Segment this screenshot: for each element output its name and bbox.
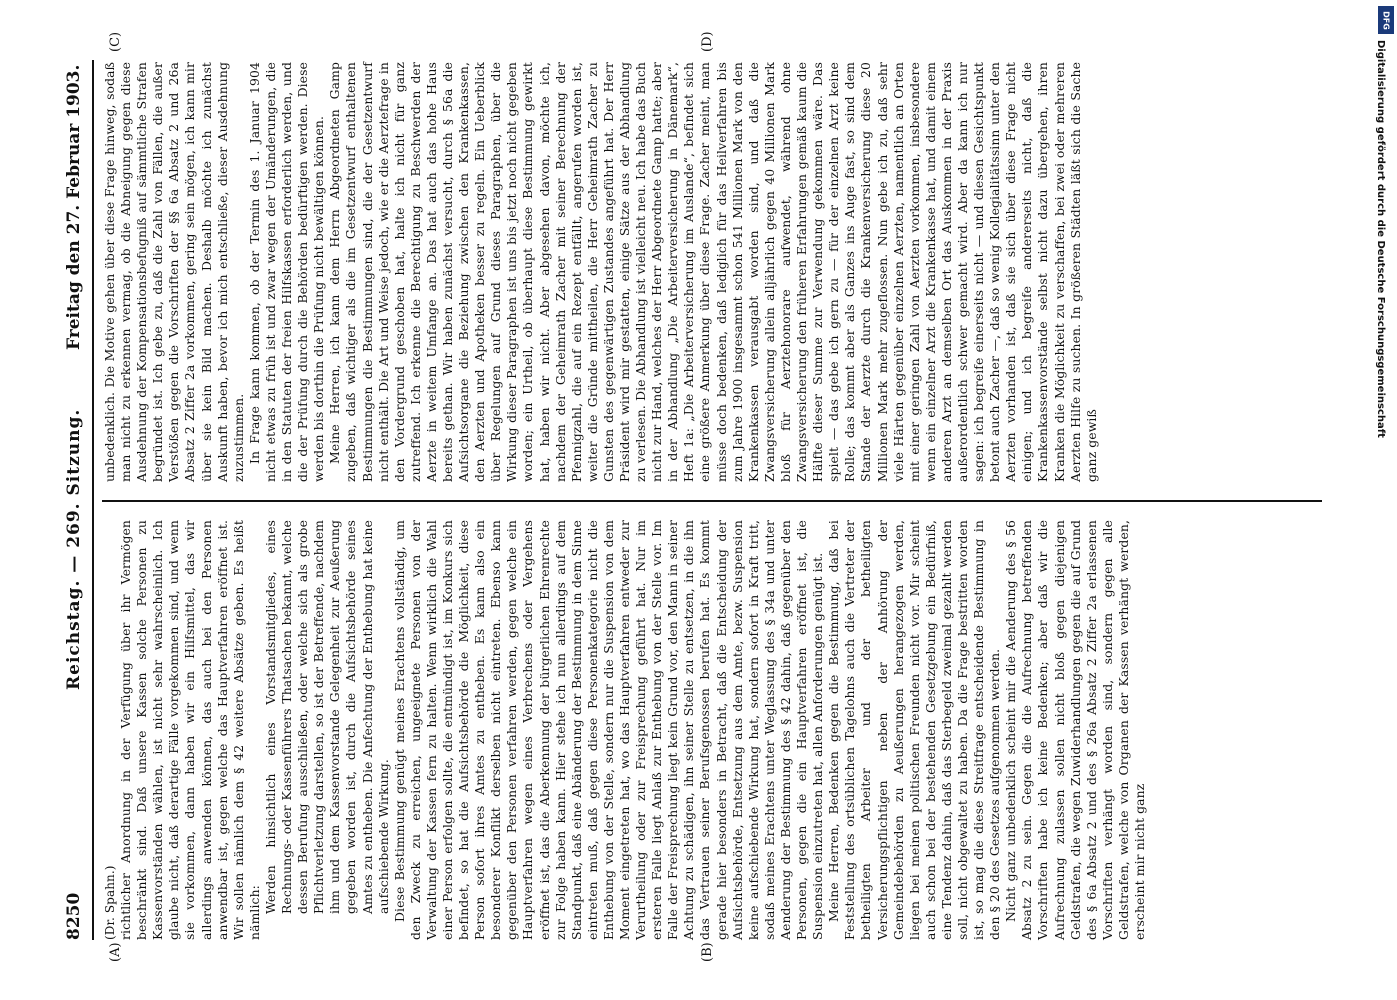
page-header xyxy=(60,60,94,940)
digitization-credit: Digitalisierung gefördert durch die Deutsche Forschungsgemeinschaft xyxy=(1375,40,1386,438)
paragraph: Diese Bestimmung genügt meines Erachtens vollständig, um den Zweck zu erreichen, ungeeignete Personen von der Verwaltung der Kassen fern zu halten. Wenn wirklich die Wahl einer Person erfolgen sollte, die entmündigt ist, im Konkurs sich befindet, so hat die Aufsichtsbehörde die Möglichkeit, diese Person sofort ihres Amtes zu entheben. Es kann also ein besonderer Konflikt derselben nicht eintreten. Ebenso kann gegenüber den Personen verfahren werden, gegen welche ein Hauptverfahren wegen eines Verbrechens oder Vergehens eröffnet ist, das die Aberkennung der bürgerlichen Ehrenrechte zur Folge haben kann. Hier stehe ich nun allerdings auf dem Standpunkt, daß eine Abänderung der Bestimmung in dem Sinne eintreten muß, daß gegen diese Personenkategorie nicht die Enthebung von der Stelle, sondern nur die Suspension von dem Moment eingetreten hat, wo das Hauptverfahren entweder zur Verurtheilung oder zur Freisprechung geführt hat. Nur im ersteren Falle liegt Anlaß zur Enthebung von der Stelle vor. Im Falle der Freisprechung liegt kein Grund vor, den Mann in seiner Achtung zu schädigen, ihn seiner Stelle zu entsetzen, in die ihn das Vertrauen seiner Berufsgenossen berufen hat. Es kommt gerade hier besonders in Betracht, daß die Entscheidung der Aufsichtsbehörde, Entsetzung aus dem Amte, bezw. Suspension keine aufschiebende Wirkung hat, sondern sofort in Kraft tritt, sodaß meines Erachtens unter Weglassung des § 34a und unter Aenderung der Bestimmung des § 42 dahin, daß gegenüber den Personen, gegen die ein Hauptverfahren eröffnet ist, die Suspension einzutreten hat, allen Anforderungen genügt ist. xyxy=(391,520,826,940)
right-column xyxy=(102,62,1100,482)
page-number: 8250 xyxy=(64,892,84,940)
paragraph: Meine Herren, ich kann dem Herrn Abgeordneten Gamp zugeben, daß wichtiger als die im Gesetzentwurf enthaltenen Bestimmungen die Bestimmungen sind, die der Gesetzentwurf nicht enthält. Die Art und Weise jedoch, wie er die Aerztefrage in den Vordergrund geschoben hat, halte ich nicht für ganz zutreffend. Ich erkenne die Berechtigung zu Beschwerden der Aerzte in weitem Umfange an. Das hat auch das hohe Haus bereits gethan. Wir haben zunächst versucht, durch § 56a die Aufsichtsorgane die Beziehung zwischen den Krankenkassen, den Aerzten und Apotheken besser zu regeln. Ein Ueberblick über Regelungen auf Grund dieses Paragraphen, über die Wirkung dieser Paragraphen ist uns bis jetzt noch nicht gegeben worden; ein Urtheil, ob überhaupt diese Bestimmung gewirkt hat, haben wir nicht. Aber abgesehen davon, möchte ich, nachdem der Geheimrath Zacher mit seiner Berechnung der Pfennigzahl, die auf ein Rezept entfällt, angerufen worden ist, weiter die Gründe mittheilen, die Herr Geheimrath Zacher zu Gunsten des gegenwärtigen Zustandes angeführt hat. Der Herr Präsident wird mir gestatten, einige Sätze aus der Abhandlung zu verlesen. Die Abhandlung ist vielleicht neu. Ich habe das Buch nicht zur Hand, welches der Herr Abgeordnete Gamp hatte; aber in der Abhandlung „Die Arbeiterversicherung in Dänemark“, Heft 1a: „Die Arbeiterversicherung im Auslande“, befindet sich eine größere Anmerkung über diese Frage. Zacher meint, man müsse doch bedenken, daß lediglich für das Heilverfahren bis zum Jahre 1900 insgesammt schon 541 Millionen Mark von den Krankenkassen verausgabt worden sind, und daß die Zwangsversicherung allein alljährlich gegen 40 Millionen Mark bloß für Aerztehonorare aufwendet, während ohne Zwangsversicherung den früheren Erfahrungen gemäß kaum die Hälfte dieser Summe zur Verwendung gekommen wäre. Das spielt — das gebe ich gern zu — für der einzelnen Arzt keine Rolle; das kommt aber als Ganzes ins Auge fast, so sind dem Stande der Aerzte durch die Krankenversicherung diese 20 Millionen Mark mehr zugeflossen. Nun gebe ich zu, daß sehr viele Härten gegenüber einzelnen Aerzten, namentlich an Orten mit einer geringen Zahl von Aerzten vorkommen, insbesondere wenn ein einzelner Arzt die Krankenkasse hat, und damit einem anderen Arzt an demselben Ort das Auskommen in der Praxis außerordentlich schwer gemacht wird. Aber da kann ich nur sagen: ich begreife einerseits nicht — und diesen Gesichtspunkt betont auch Zacher —, daß so wenig Kollegialitätssinn unter den Aerzten vorhanden ist, daß sie sich über diese Frage nicht einigen; und ich begreife andererseits nicht, daß die Krankenkassenvorstände selbst nicht dazu übergehen, ihren Kranken die Möglichkeit zu verschaffen, bei zwei oder mehreren Aerzten Hilfe zu suchen. In größeren Städten läßt sich die Sache ganz gewiß xyxy=(327,62,1099,482)
speaker-label: (Dr. Spahn.) xyxy=(103,865,117,940)
session-title: Reichstag. — 269. Sitzung. xyxy=(64,408,84,690)
margin-mark-b: (B) xyxy=(700,942,715,962)
paragraph: richtlicher Anordnung in der Verfügung über ihr Vermögen beschränkt sind. Daß unsere Kassen solche Personen zu Kassenvorständen wählen, ist nicht sehr wahrscheinlich. Ich glaube nicht, daß derartige Fälle vorgekommen sind, und wenn sie vorkommen, dann haben wir ein Hilfsmittel, das wir allerdings anwenden können, das auch bei den Personen anwendbar ist, gegen welche das Hauptverfahren eröffnet ist. Wir sollen nämlich dem § 42 weitere Absätze geben. Es heißt nämlich: xyxy=(118,520,262,940)
header-rule xyxy=(92,60,94,940)
left-column xyxy=(102,520,1148,940)
column-divider xyxy=(102,500,1322,502)
paragraph: Meine Herren, Bedenken gegen die Bestimmung, daß bei Feststellung des ortsüblichen Tagelohns auch die Vertreter der betheiligten Arbeiter und der betheiligten Versicherungspflichtigen neben der Anhörung der Gemeindebehörden zu Aeußerungen herangezogen werden, liegen bei meinen politischen Freunden nicht vor. Mir scheint auch schon bei der bestehenden Gesetzgebung ein Bedürfniß, eine Tendenz dahin, daß das Sterbegeld zweimal gezahlt werden soll, nicht obgewaltet zu haben. Da die Frage bestritten worden ist, so mag die diese Streitfrage entscheidende Bestimmung in den § 20 des Gesetzes aufgenommen werden. xyxy=(826,520,1003,940)
margin-mark-c: (C) xyxy=(108,31,123,52)
dfg-logo xyxy=(1378,6,1394,34)
margin-mark-d: (D) xyxy=(700,31,715,52)
quoted-paragraph: Werden hinsichtlich eines Vorstandsmitgliedes, eines Rechnungs- oder Kassenführers Thatsachen bekannt, welche dessen Berufung ausschließen, oder welche sich als grobe Pflichtverletzung darstellen, so ist der Betreffende, nachdem ihm und dem Kassenvorstande Gelegenheit zur Aeußerung gegeben worden ist, durch die Aufsichtsbehörde seines Amtes zu entheben. Die Anfechtung der Enthebung hat keine aufschiebende Wirkung. xyxy=(262,520,391,914)
session-date: Freitag den 27. Februar 1903. xyxy=(64,64,84,350)
paragraph: Nicht ganz unbedenklich scheint mir die Aenderung des § 56 Absatz 2 zu sein. Gegen die die Aufrechnung betreffenden Vorschriften habe ich keine Bedenken; aber daß wir die Aufrechnung zulassen sollen nicht bloß gegen diejenigen Geldstrafen, die wegen Zuwiderhandlungen gegen die auf Grund des § 6a Absatz 2 und des § 26a Absatz 2 Ziffer 2a erlassenen Vorschriften verhängt worden sind, sondern gegen alle Geldstrafen, welche von Organen der Kassen verhängt werden, erscheint mir nicht ganz xyxy=(1003,520,1147,940)
paragraph: In Frage kann kommen, ob der Termin des 1. Januar 1904 nicht etwas zu früh ist und zwar wegen der Umänderungen, die in den Statuten der freien Hilfskassen erforderlich werden, und die der Prüfung durch die Behörden bedürftigen werden. Diese werden bis dorthin die Prüfung nicht bewältigen können. xyxy=(246,62,327,482)
dfg-logo-text: DFG xyxy=(1381,11,1391,30)
margin-mark-a: (A) xyxy=(108,942,123,962)
document-page xyxy=(60,31,1360,962)
paragraph: unbedenklich. Die Motive gehen über diese Frage hinweg, sodaß man nicht zu erkennen vermag, ob die Abneigung gegen diese Ausdehnung der Kompensationsbefugniß auf sämmtliche Strafen begründet ist. Ich gebe zu, daß die Zahl von Fällen, die außer Verstößen gegen die Vorschriften der §§ 6a Absatz 2 und 26a Absatz 2 Ziffer 2a vorkommen, gering sein mögen, ich kann mir über sie kein Bild machen. Deshalb möchte ich zunächst Auskunft haben, bevor ich mich entschließe, dieser Ausdehnung zuzustimmen. xyxy=(102,62,246,482)
